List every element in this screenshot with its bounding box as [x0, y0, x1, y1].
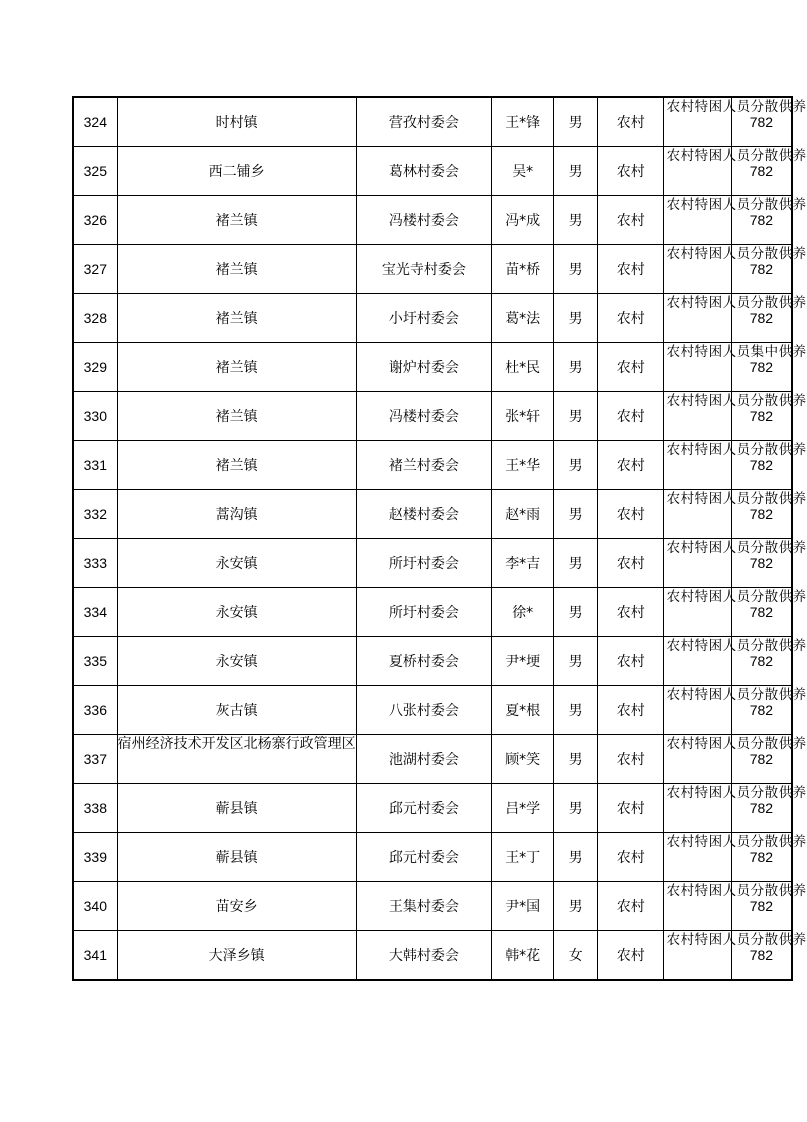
support-category-text: 农村特困人员分散供养: [666, 736, 807, 752]
support-category-text: 农村特困人员分散供养: [666, 638, 807, 654]
serial-number-cell: 339: [73, 833, 117, 882]
village-committee-cell: 邱元村委会: [356, 833, 492, 882]
table-row: [73, 539, 792, 588]
township-cell: 西二铺乡: [117, 147, 356, 196]
table-row: [73, 441, 792, 490]
person-name-cell: 赵*雨: [492, 490, 554, 539]
gender-cell: 男: [554, 833, 598, 882]
serial-number-cell: 332: [73, 490, 117, 539]
table-row: [73, 343, 792, 392]
village-committee-cell: 葛林村委会: [356, 147, 492, 196]
support-category-text: 农村特困人员分散供养: [666, 883, 807, 899]
village-committee-cell: 冯楼村委会: [356, 196, 492, 245]
table-row: [73, 637, 792, 686]
support-category-text: 农村特困人员分散供养: [666, 246, 807, 262]
gender-cell: 男: [554, 392, 598, 441]
support-category-text: 农村特困人员分散供养: [666, 148, 807, 164]
residence-type-cell: 农村: [597, 931, 663, 981]
table-row: [73, 294, 792, 343]
township-cell: 褚兰镇: [117, 343, 356, 392]
township-cell: 褚兰镇: [117, 441, 356, 490]
township-cell: 褚兰镇: [117, 392, 356, 441]
township-cell: 时村镇: [117, 97, 356, 147]
township-cell: 永安镇: [117, 588, 356, 637]
village-committee-cell: 谢炉村委会: [356, 343, 492, 392]
table-row: [73, 686, 792, 735]
serial-number-cell: 333: [73, 539, 117, 588]
amount-cell: 782: [731, 147, 792, 196]
residence-type-cell: 农村: [597, 490, 663, 539]
support-category-text: 农村特困人员分散供养: [666, 295, 807, 311]
township-cell: 永安镇: [117, 637, 356, 686]
gender-cell: 男: [554, 490, 598, 539]
amount-cell: 782: [731, 637, 792, 686]
table-row: [73, 735, 792, 784]
table-row: [73, 245, 792, 294]
amount-cell: 782: [731, 882, 792, 931]
residence-type-cell: 农村: [597, 784, 663, 833]
village-committee-cell: 邱元村委会: [356, 784, 492, 833]
township-cell: 大泽乡镇: [117, 931, 356, 981]
gender-cell: 男: [554, 539, 598, 588]
gender-cell: 男: [554, 637, 598, 686]
table-row: [73, 97, 792, 147]
table-row: [73, 931, 792, 981]
table-row: [73, 882, 792, 931]
residence-type-cell: 农村: [597, 147, 663, 196]
gender-cell: 男: [554, 686, 598, 735]
support-category-text: 农村特困人员分散供养: [666, 99, 807, 115]
village-committee-cell: 所圩村委会: [356, 539, 492, 588]
gender-cell: 男: [554, 441, 598, 490]
support-category-text: 农村特困人员分散供养: [666, 197, 807, 213]
support-category-text: 农村特困人员分散供养: [666, 491, 807, 507]
gender-cell: 男: [554, 245, 598, 294]
township-cell: 蕲县镇: [117, 833, 356, 882]
support-category-text: 农村特困人员分散供养: [666, 540, 807, 556]
support-category-text: 农村特困人员集中供养: [666, 344, 807, 360]
amount-cell: 782: [731, 588, 792, 637]
residence-type-cell: 农村: [597, 343, 663, 392]
person-name-cell: 王*丁: [492, 833, 554, 882]
amount-cell: 782: [731, 735, 792, 784]
residence-type-cell: 农村: [597, 882, 663, 931]
amount-cell: 782: [731, 931, 792, 981]
residence-type-cell: 农村: [597, 97, 663, 147]
village-committee-cell: 宝光寺村委会: [356, 245, 492, 294]
serial-number-cell: 328: [73, 294, 117, 343]
amount-cell: 782: [731, 490, 792, 539]
serial-number-cell: 335: [73, 637, 117, 686]
serial-number-cell: 327: [73, 245, 117, 294]
amount-cell: 782: [731, 441, 792, 490]
support-category-text: 农村特困人员分散供养: [666, 834, 807, 850]
support-category-text: 农村特困人员分散供养: [666, 393, 807, 409]
gender-cell: 女: [554, 931, 598, 981]
village-committee-cell: 小圩村委会: [356, 294, 492, 343]
amount-cell: 782: [731, 343, 792, 392]
person-name-cell: 吕*学: [492, 784, 554, 833]
township-cell: 褚兰镇: [117, 196, 356, 245]
amount-cell: 782: [731, 833, 792, 882]
amount-cell: 782: [731, 97, 792, 147]
support-category-text: 农村特困人员分散供养: [666, 932, 807, 948]
support-category-text: 农村特困人员分散供养: [666, 687, 807, 703]
person-name-cell: 尹*埂: [492, 637, 554, 686]
table-body: [73, 97, 807, 980]
village-committee-cell: 夏桥村委会: [356, 637, 492, 686]
table-row: [73, 392, 792, 441]
gender-cell: 男: [554, 588, 598, 637]
village-committee-cell: 褚兰村委会: [356, 441, 492, 490]
person-name-cell: 张*轩: [492, 392, 554, 441]
person-name-cell: 王*华: [492, 441, 554, 490]
table-row: [73, 490, 792, 539]
person-name-cell: 杜*民: [492, 343, 554, 392]
serial-number-cell: 336: [73, 686, 117, 735]
person-name-cell: 顾*笑: [492, 735, 554, 784]
residence-type-cell: 农村: [597, 196, 663, 245]
village-committee-cell: 冯楼村委会: [356, 392, 492, 441]
amount-cell: 782: [731, 392, 792, 441]
person-name-cell: 李*吉: [492, 539, 554, 588]
village-committee-cell: 大韩村委会: [356, 931, 492, 981]
residence-type-cell: 农村: [597, 588, 663, 637]
serial-number-cell: 330: [73, 392, 117, 441]
township-cell: 蒿沟镇: [117, 490, 356, 539]
township-cell: [117, 735, 356, 784]
village-committee-cell: 营孜村委会: [356, 97, 492, 147]
residence-type-cell: 农村: [597, 245, 663, 294]
table-row: [73, 588, 792, 637]
amount-cell: 782: [731, 539, 792, 588]
serial-number-cell: 338: [73, 784, 117, 833]
residence-type-cell: 农村: [597, 392, 663, 441]
serial-number-cell: 325: [73, 147, 117, 196]
residence-type-cell: 农村: [597, 833, 663, 882]
serial-number-cell: 331: [73, 441, 117, 490]
person-name-cell: 苗*桥: [492, 245, 554, 294]
table-row: [73, 147, 792, 196]
person-name-cell: 葛*法: [492, 294, 554, 343]
gender-cell: 男: [554, 97, 598, 147]
gender-cell: 男: [554, 882, 598, 931]
village-committee-cell: 所圩村委会: [356, 588, 492, 637]
serial-number-cell: 324: [73, 97, 117, 147]
amount-cell: 782: [731, 294, 792, 343]
support-category-text: 农村特困人员分散供养: [666, 785, 807, 801]
residence-type-cell: 农村: [597, 686, 663, 735]
person-name-cell: 冯*成: [492, 196, 554, 245]
township-cell: 褚兰镇: [117, 294, 356, 343]
gender-cell: 男: [554, 784, 598, 833]
person-name-cell: 尹*国: [492, 882, 554, 931]
residence-type-cell: 农村: [597, 637, 663, 686]
residence-type-cell: 农村: [597, 294, 663, 343]
table-row: [73, 196, 792, 245]
township-cell: 苗安乡: [117, 882, 356, 931]
serial-number-cell: 334: [73, 588, 117, 637]
gender-cell: 男: [554, 294, 598, 343]
village-committee-cell: 赵楼村委会: [356, 490, 492, 539]
residence-type-cell: 农村: [597, 539, 663, 588]
table-row: [73, 833, 792, 882]
township-cell: 褚兰镇: [117, 245, 356, 294]
residence-type-cell: 农村: [597, 441, 663, 490]
person-name-cell: 韩*花: [492, 931, 554, 981]
amount-cell: 782: [731, 196, 792, 245]
amount-cell: 782: [731, 784, 792, 833]
serial-number-cell: 341: [73, 931, 117, 981]
village-committee-cell: 八张村委会: [356, 686, 492, 735]
serial-number-cell: 340: [73, 882, 117, 931]
gender-cell: 男: [554, 343, 598, 392]
village-committee-cell: 王集村委会: [356, 882, 492, 931]
person-name-cell: 徐*: [492, 588, 554, 637]
serial-number-cell: 337: [73, 735, 117, 784]
support-category-text: 农村特困人员分散供养: [666, 442, 807, 458]
serial-number-cell: 329: [73, 343, 117, 392]
serial-number-cell: 326: [73, 196, 117, 245]
support-category-text: 农村特困人员分散供养: [666, 589, 807, 605]
township-cell: 蕲县镇: [117, 784, 356, 833]
person-name-cell: 吴*: [492, 147, 554, 196]
person-name-cell: 王*锋: [492, 97, 554, 147]
township-cell: 永安镇: [117, 539, 356, 588]
township-cell: 灰古镇: [117, 686, 356, 735]
gender-cell: 男: [554, 735, 598, 784]
amount-cell: 782: [731, 245, 792, 294]
township-text: 宿州经济技术开发区北杨寨行政管理区: [117, 736, 356, 752]
person-name-cell: 夏*根: [492, 686, 554, 735]
gender-cell: 男: [554, 196, 598, 245]
village-committee-cell: 池湖村委会: [356, 735, 492, 784]
residence-type-cell: 农村: [597, 735, 663, 784]
table-row: [73, 784, 792, 833]
gender-cell: 男: [554, 147, 598, 196]
relief-roster-table: [72, 96, 807, 981]
amount-cell: 782: [731, 686, 792, 735]
